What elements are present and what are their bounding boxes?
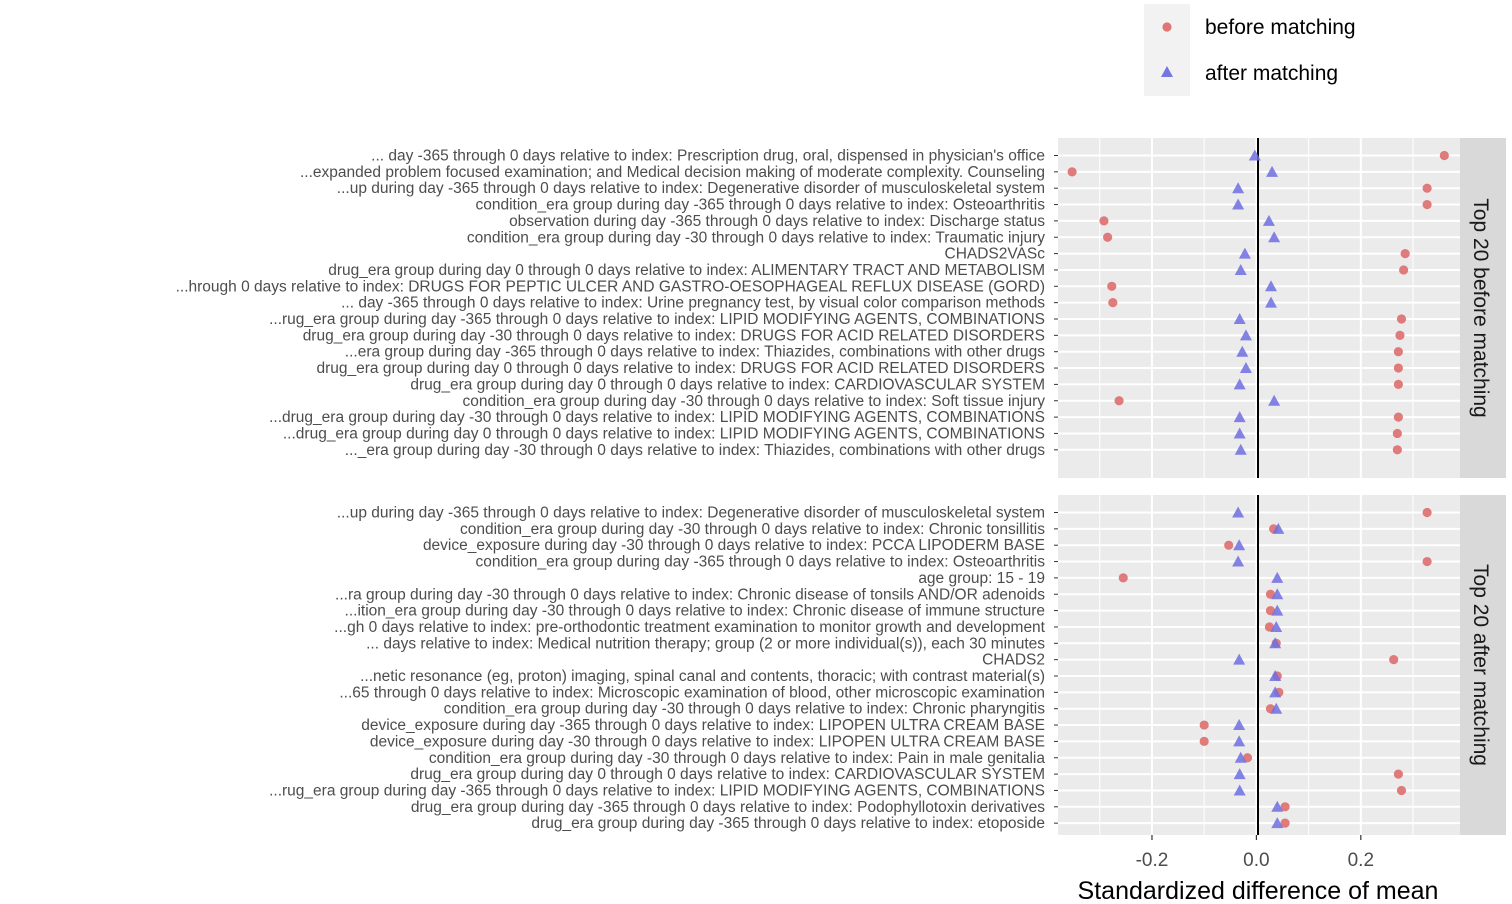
row-label: ...rug_era group during day -365 through 0 days relative to index: LIPID MODIFYING AGENTS, COMBINATIONS: [269, 311, 1045, 328]
row-label: drug_era group during day 0 through 0 days relative to index: CARDIOVASCULAR SYSTEM: [410, 376, 1045, 394]
panel-top-20-before-matching: [176, 138, 1506, 478]
legend: [1144, 4, 1356, 96]
point-before-matching: [1119, 573, 1128, 582]
row-label: ...ra group during day -30 through 0 days relative to index: Chronic disease of tonsils AND/OR adenoids: [335, 586, 1045, 604]
point-before-matching: [1114, 396, 1123, 405]
point-before-matching: [1200, 720, 1209, 729]
panel-strip-label: Top 20 after matching: [1469, 564, 1492, 766]
row-label: ...rug_era group during day -365 through 0 days relative to index: LIPID MODIFYING AGENTS, COMBINATIONS: [269, 782, 1045, 800]
point-before-matching: [1423, 508, 1432, 517]
row-label: condition_era group during day -30 through 0 days relative to index: Pain in male genitalia: [428, 749, 1045, 767]
row-label: ...expanded problem focused examination; and Medical decision making of moderate complexity. Counseling: [300, 163, 1045, 181]
row-label: ...up during day -365 through 0 days relative to index: Degenerative disorder of musculoskeletal system: [336, 504, 1045, 522]
point-before-matching: [1440, 151, 1449, 160]
row-label: ... day -365 through 0 days relative to index: Urine pregnancy test, by visual color comparison methods: [341, 294, 1045, 312]
point-before-matching: [1395, 331, 1404, 340]
x-tick-label: 0.0: [1243, 850, 1270, 871]
point-before-matching: [1393, 429, 1402, 438]
row-label: CHADS2VASc: [944, 245, 1045, 263]
row-label: ..._era group during day -30 through 0 days relative to index: Thiazides, combinations with other drugs: [344, 441, 1045, 459]
point-before-matching: [1067, 167, 1076, 176]
point-before-matching: [1107, 282, 1116, 291]
row-label: condition_era group during day -30 through 0 days relative to index: Soft tissue injury: [462, 392, 1045, 410]
point-before-matching: [1423, 200, 1432, 209]
row-label: device_exposure during day -365 through 0 days relative to index: LIPOPEN ULTRA CREAM BASE: [361, 717, 1045, 735]
legend-label-before-matching: before matching: [1205, 16, 1356, 39]
point-before-matching: [1397, 786, 1406, 795]
point-before-matching: [1397, 314, 1406, 323]
legend-label-after-matching: after matching: [1205, 62, 1339, 85]
row-label: condition_era group during day -30 through 0 days relative to index: Chronic pharyngitis: [443, 700, 1045, 718]
row-label: ...era group during day -365 through 0 days relative to index: Thiazides, combinations with other drugs: [344, 343, 1045, 361]
x-axis-title: Standardized difference of mean: [1077, 877, 1439, 904]
row-label: drug_era group during day 0 through 0 days relative to index: DRUGS FOR ACID RELATED DISORDERS: [316, 360, 1045, 378]
row-label: CHADS2: [982, 651, 1045, 669]
point-before-matching: [1099, 216, 1108, 225]
row-label: ...ition_era group during day -30 through 0 days relative to index: Chronic disease of immune structure: [344, 602, 1045, 620]
point-before-matching: [1393, 445, 1402, 454]
point-before-matching: [1399, 265, 1408, 274]
legend-key-before-matching: [1162, 22, 1171, 31]
row-label: device_exposure during day -30 through 0 days relative to index: LIPOPEN ULTRA CREAM BASE: [369, 733, 1045, 751]
point-before-matching: [1423, 184, 1432, 193]
row-label: condition_era group during day -365 through 0 days relative to index: Osteoarthritis: [475, 553, 1045, 571]
x-tick-label: -0.2: [1135, 850, 1169, 871]
row-label: ...drug_era group during day -30 through 0 days relative to index: LIPID MODIFYING AGENTS, COMBINATIONS: [269, 409, 1045, 427]
x-tick-label: 0.2: [1347, 850, 1375, 871]
row-label: condition_era group during day -30 through 0 days relative to index: Chronic tonsillitis: [459, 520, 1045, 538]
row-label: drug_era group during day -365 through 0 days relative to index: Podophyllotoxin derivatives: [410, 798, 1045, 816]
point-before-matching: [1394, 380, 1403, 389]
row-label: drug_era group during day 0 through 0 days relative to index: CARDIOVASCULAR SYSTEM: [410, 766, 1045, 784]
point-before-matching: [1108, 298, 1117, 307]
point-before-matching: [1103, 233, 1112, 242]
row-label: condition_era group during day -365 through 0 days relative to index: Osteoarthritis: [475, 196, 1045, 214]
point-before-matching: [1394, 413, 1403, 422]
row-label: age group: 15 - 19: [918, 569, 1045, 587]
row-label: ...65 through 0 days relative to index: Microscopic examination of blood, other microscopic examination: [339, 684, 1045, 702]
panel-top-20-after-matching: [269, 495, 1506, 835]
row-label: ... day -365 through 0 days relative to index: Prescription drug, oral, dispensed in physician's office: [371, 147, 1045, 165]
row-label: ...up during day -365 through 0 days relative to index: Degenerative disorder of musculoskeletal system: [336, 180, 1045, 198]
point-before-matching: [1200, 737, 1209, 746]
row-label: drug_era group during day -30 through 0 days relative to index: DRUGS FOR ACID RELATED DISORDERS: [302, 327, 1045, 345]
x-axis: [1136, 835, 1374, 871]
panel-strip-label: Top 20 before matching: [1469, 198, 1492, 418]
point-before-matching: [1394, 347, 1403, 356]
point-before-matching: [1394, 363, 1403, 372]
point-before-matching: [1401, 249, 1410, 258]
row-label: drug_era group during day -365 through 0 days relative to index: etoposide: [531, 815, 1045, 833]
row-label: ... days relative to index: Medical nutrition therapy; group (2 or more individual(s)), each 30 minutes: [366, 635, 1045, 653]
row-label: ...netic resonance (eg, proton) imaging, spinal canal and contents, thoracic; with contrast material(s): [360, 668, 1045, 685]
row-label: ...drug_era group during day 0 through 0 days relative to index: LIPID MODIFYING AGENTS, COMBINATIONS: [282, 425, 1045, 443]
row-label: condition_era group during day -30 through 0 days relative to index: Traumatic injury: [466, 229, 1045, 247]
point-before-matching: [1423, 557, 1432, 566]
point-before-matching: [1224, 541, 1233, 550]
legend-key-background: [1144, 4, 1190, 96]
row-label: observation during day -365 through 0 days relative to index: Discharge status: [509, 212, 1045, 230]
point-before-matching: [1389, 655, 1398, 664]
row-label: device_exposure during day -30 through 0 days relative to index: PCCA LIPODERM BASE: [422, 537, 1045, 555]
row-label: drug_era group during day 0 through 0 days relative to index: ALIMENTARY TRACT AND METABOLISM: [328, 261, 1045, 279]
row-label: ...hrough 0 days relative to index: DRUGS FOR PEPTIC ULCER AND GASTRO-OESOPHAGEAL REFLUX DISEASE (GORD): [175, 278, 1045, 296]
point-before-matching: [1394, 770, 1403, 779]
row-label: ...gh 0 days relative to index: pre-orthodontic treatment examination to monitor growth and development: [334, 618, 1045, 636]
